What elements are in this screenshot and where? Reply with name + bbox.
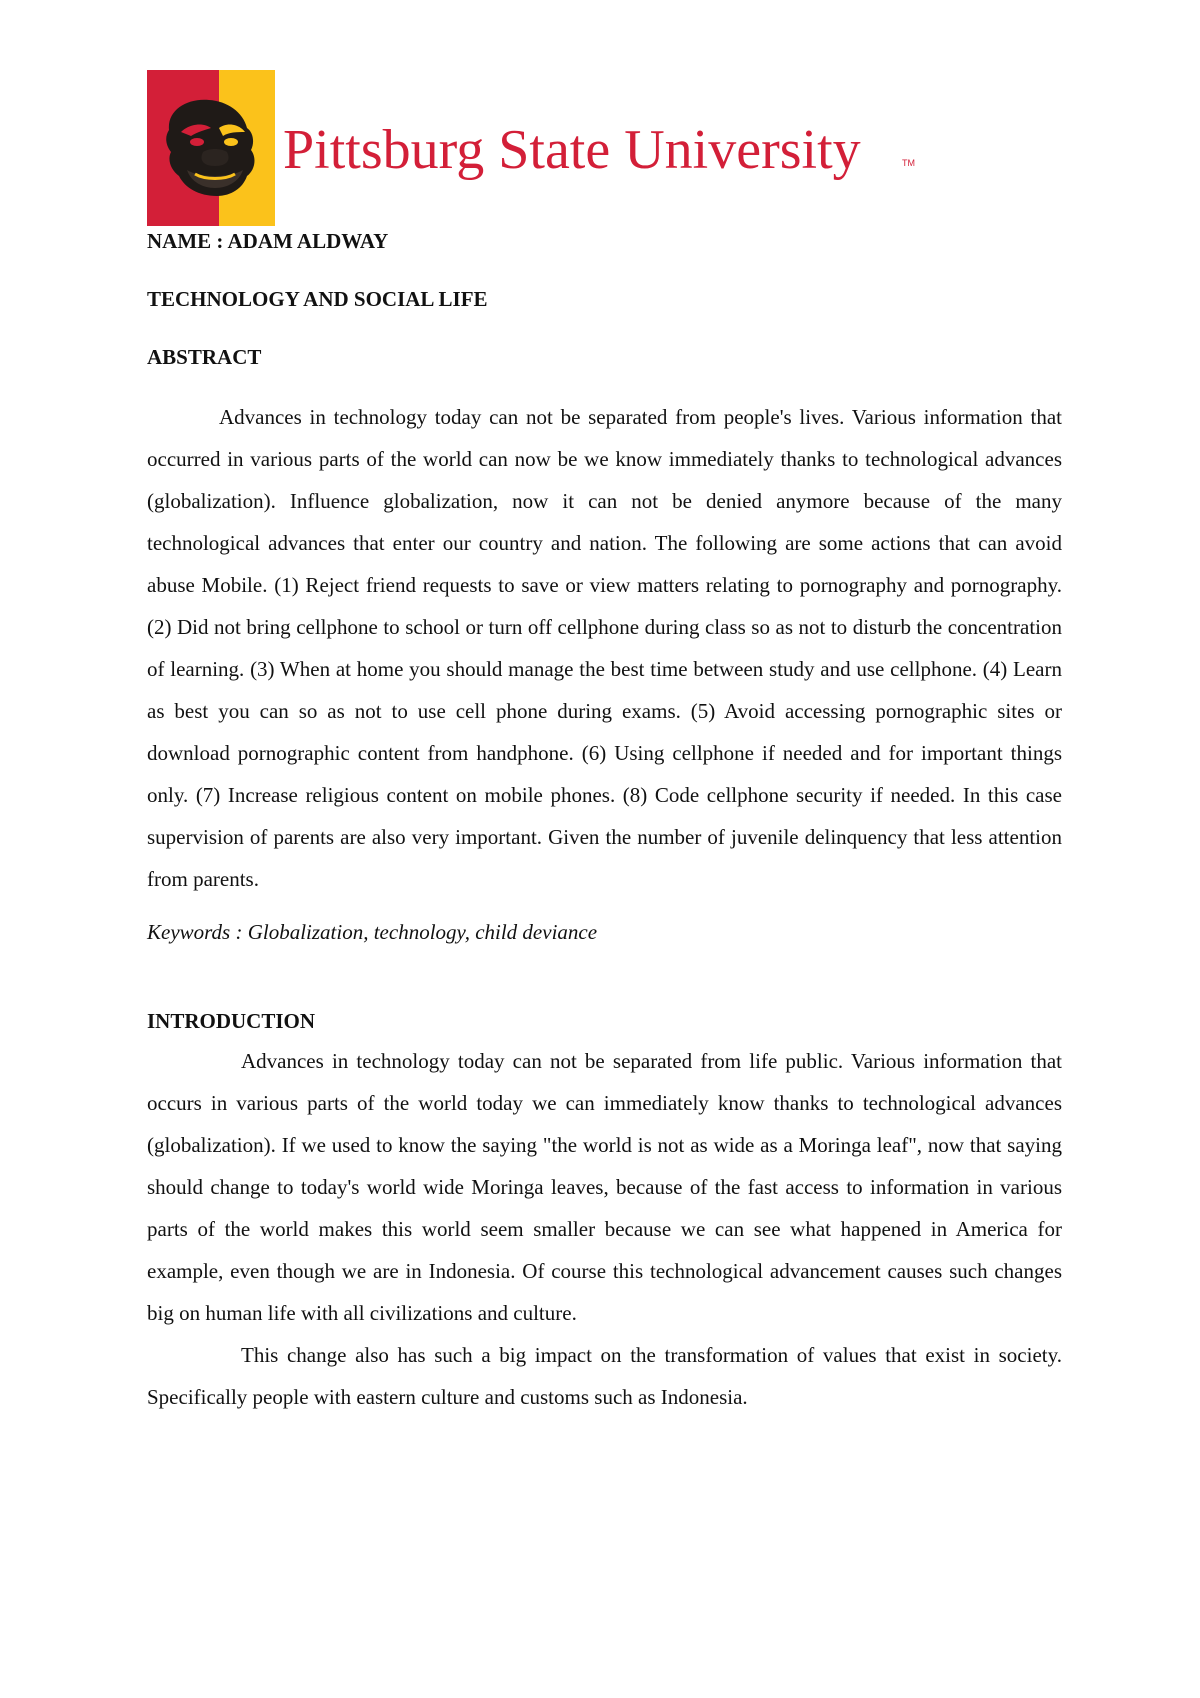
author-name-line: NAME : ADAM ALDWAY	[147, 229, 389, 253]
introduction-paragraph-2: This change also has such a big impact on the transformation of values that exist in society. Specifically people with eastern culture and customs such as Indonesia.	[147, 1343, 1062, 1409]
introduction-paragraph-1: Advances in technology today can not be separated from life public. Various information that occurs in various parts of the world today we can immediately know thanks to technological advances (globalization). If we used to know the saying "the world is not as wide as a Moringa leaf", now that saying should change to today's world wide Moringa leaves, because of the fast access to information in various parts of the world makes this world seem smaller because we can see what happened in America for example, even though we are in Indonesia. Of course this technological advancement causes such changes big on human life with all civilizations and culture.	[147, 1049, 1062, 1325]
keywords-line: Keywords : Globalization, technology, child deviance	[147, 920, 598, 944]
abstract-paragraph: Advances in technology today can not be separated from people's lives. Various information that occurred in various parts of the world can now be we know immediately thanks to technological advances (globalization). Influence globalization, now it can not be denied anymore because of the many technological advances that enter our country and nation. The following are some actions that can avoid abuse Mobile. (1) Reject friend requests to save or view matters relating to pornography and pornography. (2) Did not bring cellphone to school or turn off cellphone during class so as not to disturb the concentration of learning. (3) When at home you should manage the best time between study and use cellphone. (4) Learn as best you can so as not to use cell phone during exams. (5) Avoid accessing pornographic sites or download pornographic content from handphone. (6) Using cellphone if needed and for important things only. (7) Increase religious content on mobile phones. (8) Code cellphone security if needed. In this case supervision of parents are also very important. Given the number of juvenile delinquency that less attention from parents.	[147, 405, 1062, 891]
abstract-heading: ABSTRACT	[147, 345, 262, 369]
paper-title: TECHNOLOGY AND SOCIAL LIFE	[147, 287, 488, 311]
university-logo	[147, 70, 917, 226]
document-body	[147, 230, 1062, 1418]
introduction-heading: INTRODUCTION	[147, 1009, 316, 1033]
trademark-mark: TM	[902, 158, 915, 168]
university-wordmark: Pittsburg State University	[283, 119, 861, 181]
